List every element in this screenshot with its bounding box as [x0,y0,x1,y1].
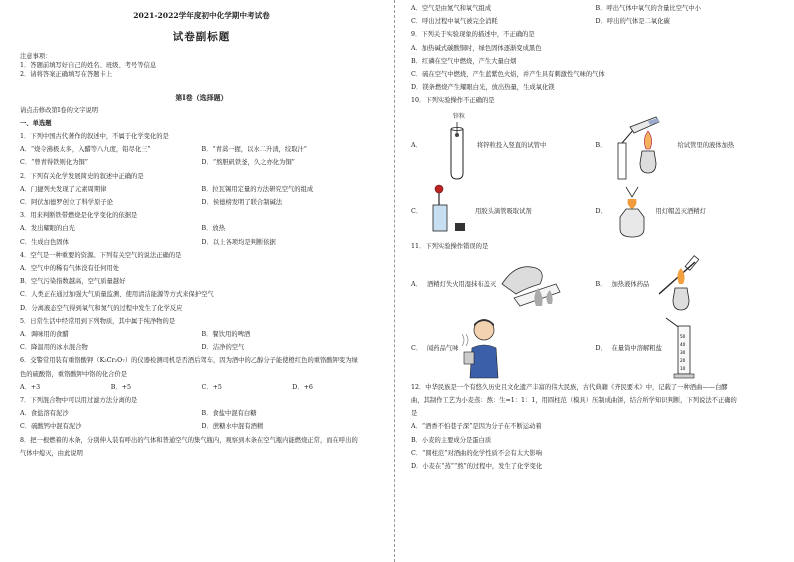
answer-option[interactable]: D．“熬胆矾铁釜，久之亦化为铜” [201,159,295,167]
answer-option[interactable]: D．侯德榜发明了联合制碱法 [201,199,283,207]
question-stem-continuation: 色的硫酸铬，重铬酸钾中铬的化合价是 [20,370,128,378]
answer-option[interactable]: D．+6 [292,383,313,391]
dropper-icon [427,183,471,239]
options-row [20,236,383,249]
options-row [20,302,383,315]
options-row [20,381,383,394]
heating-liquid-icon [649,254,709,314]
q11-row-cd [411,315,780,381]
page-divider [394,0,395,562]
q11-row-ab [411,253,780,315]
options-row [20,407,383,420]
q10-c-caption: 用胶头滴管吸取试剂 [475,208,532,216]
zinc-label: 锌粒 [453,112,466,120]
options-row [20,183,383,196]
q8-options-row [411,2,780,15]
answer-option[interactable]: D．洁净的空气 [201,344,245,352]
alcohol-lamp-cap-icon [612,183,652,239]
answer-option[interactable]: C．生成白色固体 [20,238,69,246]
test-tube-zinc-icon [427,109,473,181]
q10-b-label: B． [595,142,607,150]
options-row [20,341,383,354]
answer-option[interactable]: C．“曾青得铁则化为铜” [20,159,88,167]
heating-tube-icon [612,109,674,181]
answer-option[interactable]: B．空气污染指数越高，空气质量越好 [20,278,126,286]
question-stem: 6．交警常用装有重铬酸钾（K₂Cr₂O₇）的仪器检测司机是否酒后驾车，因为酒中的乙醇分子能使橙红色的重铬酸钾变为绿 [20,357,358,365]
options-row [20,288,383,301]
options-row [20,156,383,169]
q8-option-a[interactable]: A．空气是由氮气和氧气组成 [411,5,492,12]
q9-option-c[interactable]: C．硫在空气中燃烧，产生蓝紫色火焰，并产生具有刺激性气味的气体 [411,71,605,79]
answer-option[interactable]: B．“青蒿一握，以水二升渍，绞取汁” [201,146,308,154]
q8-option-d[interactable]: D．呼出的气体是二氧化碳 [595,18,670,26]
q11-d-label: D． [595,345,607,353]
options-row [20,328,383,341]
answer-option[interactable]: A．+3 [20,383,41,391]
q12-stem-line: 12．中华民族是一个有悠久历史且文化遗产丰富的伟大民族，古代典籍《齐民要术》中，记载了一种酒曲——白醪 [411,383,728,391]
answer-option[interactable]: D．蔗糖水中混有酒精 [201,423,264,431]
cylinder-mark: 20 [679,357,686,363]
options-row [20,196,383,209]
q8-option-b[interactable]: B．呼出气体中氧气的含量比空气中小 [595,5,701,12]
q11-option-d[interactable] [596,316,781,380]
answer-option[interactable]: B．食盐中混有白糖 [201,410,257,418]
options-row [20,222,383,235]
q10-row-cd [411,182,780,240]
q11-d-caption: 在量筒中溶解粗盐 [611,345,662,353]
wet-cloth-fire-icon [496,254,566,314]
q11-c-label: C． [411,345,423,353]
question-stem: 3．用来判断铁带燃烧是化学变化的依据是 [20,212,138,220]
exam-subtitle: 试卷副标题 [172,31,231,43]
q10-option-c[interactable] [411,183,596,239]
q10-stem: 10．下列实验操作不正确的是 [411,97,495,105]
q11-option-a[interactable] [411,254,596,314]
answer-option[interactable]: A．食盐溶有泥沙 [20,410,69,418]
section-note: 请点击修改第I卷的文字说明 [20,106,99,114]
q10-c-label: C． [411,208,423,216]
notice-item: 2．请将答案正确填写在答题卡上 [20,71,113,79]
answer-option[interactable]: B．餐饮用的啤酒 [201,331,251,339]
q9-option-a[interactable]: A．加热碱式碳酸铜时，绿色固体逐渐变成黑色 [411,44,542,52]
q11-stem: 11．下列实验操作错误的是 [411,242,489,250]
q8-options-row [411,15,780,28]
q12-option-c[interactable]: C．“圆柱范”对酒曲的化学性质不会有太大影响 [411,449,542,457]
answer-option[interactable]: C．降温用的冰水混合物 [20,344,88,352]
q11-b-label: B． [595,281,607,289]
answer-option[interactable]: A．“烧令沸极太多，入醋等八九度，铅尽化三” [20,146,151,154]
notice-heading: 注意事项： [20,53,52,60]
q10-d-caption: 用灯帽盖灭酒精灯 [655,208,706,216]
q12-stem-line: 曲，其制作工艺为小麦蒸：熬：生=1：1：1，用圆柱范（模具）压制成曲饼，结合所学知识判断，下列说法不正确的 [411,397,737,405]
section-title: 第I卷（选择题） [175,92,228,102]
q10-option-b[interactable] [596,109,781,181]
answer-option[interactable]: A．调味用的食醋 [20,331,69,339]
q10-option-d[interactable] [596,183,781,239]
answer-option[interactable]: C．硫酸钙中混有泥沙 [20,423,82,431]
options-row [20,275,383,288]
q11-option-b[interactable] [596,254,781,314]
q10-a-label: A． [411,142,422,150]
q12-stem-line: 是 [411,410,418,418]
q9-stem: 9．下列关于实验现象的描述中，不正确的是 [411,31,535,39]
options-row [20,262,383,275]
question-stem-continuation: 气体中熄灭，由此说明 [20,449,83,457]
answer-option[interactable]: B．+5 [110,383,131,391]
q12-option-b[interactable]: B．小麦的主要成分是蛋白质 [411,436,492,444]
q11-b-caption: 加热液体药品 [611,281,650,289]
part-heading: 一、单选题 [20,119,52,127]
measuring-cylinder-icon [662,316,702,380]
question-stem: 8．把一根燃着的木条，分别伸入装有呼出的气体和普通空气的集气瓶内，观察到木条在空气瓶内能燃烧正常，而在呼出的 [20,436,358,444]
q10-a-caption: 将锌粒投入竖直的试管中 [477,142,547,150]
q10-row-ab [411,108,780,182]
q8-option-c[interactable]: C．呼出过程中氧气被完全消耗 [411,18,498,26]
answer-option[interactable]: A．发出耀眼的白光 [20,225,75,233]
q10-b-caption: 给试管里的液体加热 [677,142,735,150]
question-stem: 2．下列有关化学发展简史的叙述中正确的是 [20,172,144,180]
smelling-person-icon [458,316,508,380]
options-row [20,143,383,156]
q11-option-c[interactable] [411,316,596,380]
question-stem: 7．下列混合物中可以用过滤方法分离的是 [20,397,138,405]
question-stem: 5．日常生活中经常用到下列物质，其中属于纯净物的是 [20,317,176,325]
options-row [20,420,383,433]
exam-title: 2021-2022学年度初中化学期中考试卷 [133,11,270,20]
answer-option[interactable]: B．放热 [201,225,226,233]
q9-option-b[interactable]: B．红磷在空气中燃烧，产生大量白烟 [411,57,517,65]
q10-d-label: D． [595,208,607,216]
answer-option[interactable]: A．门捷列夫发现了元素周期律 [20,185,107,193]
answer-option[interactable]: C．+5 [201,383,222,391]
answer-option[interactable]: C．阿伏加德罗创立了科学原子论 [20,199,113,207]
cylinder-mark: 30 [679,349,686,355]
question-stem: 1．下列中国古代著作的叙述中，不属于化学变化的是 [20,133,169,141]
answer-option[interactable]: D．分离液态空气得到氧气和氮气的过程中发生了化学反应 [20,304,183,312]
q11-c-caption: 闻药品气味 [427,345,459,353]
question-list [20,130,383,460]
q10-option-a[interactable] [411,109,596,181]
answer-option[interactable]: D．以上各项均是判断依据 [201,238,276,246]
question-stem: 4．空气是一种重要的资源。下列有关空气的说法正确的是 [20,251,182,259]
notice-item: 1．答题前填写好自己的姓名、班级、考号等信息 [20,62,157,70]
cylinder-mark: 40 [679,341,686,347]
answer-option[interactable]: C．人类正在通过加强大气质量监测、使用清洁能源等方式来保护空气 [20,291,214,299]
q12-option-a[interactable]: A．“酒香不怕巷子深”是因为分子在不断运动着 [411,423,542,431]
cylinder-mark: 10 [679,365,686,371]
q11-a-label: A． [411,281,422,289]
answer-option[interactable]: A．空气中的稀有气体没有任何用处 [20,265,120,273]
q12-option-d[interactable]: D．小麦在“蒸”“熬”的过程中，发生了化学变化 [411,463,543,471]
cylinder-mark: 50 [679,333,686,339]
answer-option[interactable]: B．拉瓦锡用定量的方法研究空气的组成 [201,185,314,193]
q11-a-caption: 酒精灯失火用湿抹布盖灭 [427,281,497,289]
right-page [397,0,794,562]
q9-option-d[interactable]: D．镁条燃烧产生耀眼白光，放出热量，生成氧化镁 [411,84,555,92]
